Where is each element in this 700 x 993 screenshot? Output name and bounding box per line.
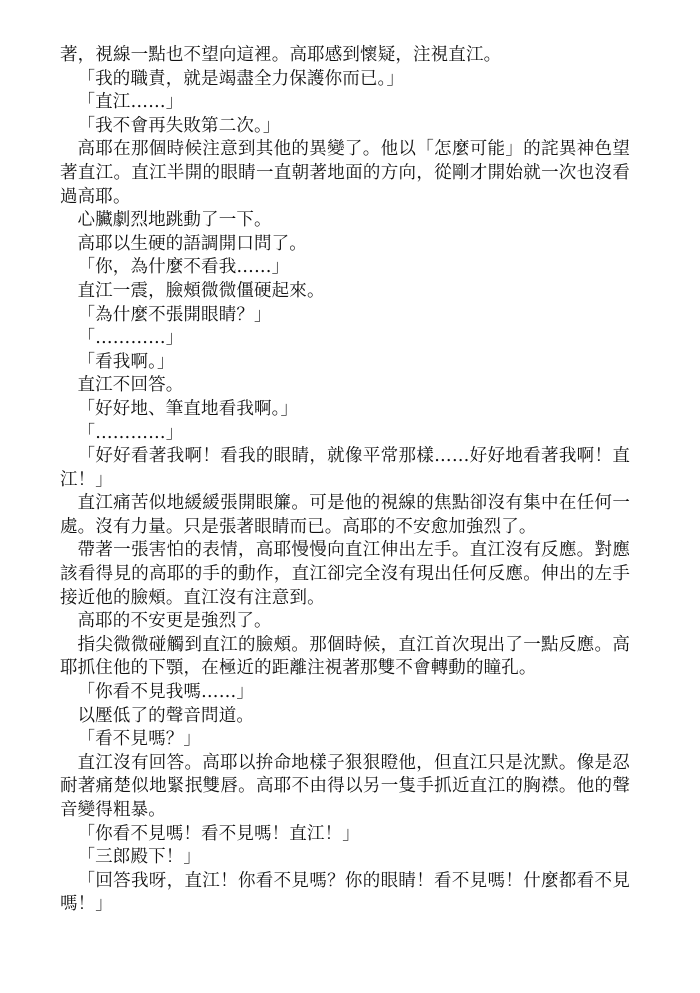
novel-text-body <box>60 44 630 917</box>
paragraph: 「…………」 <box>77 328 184 349</box>
paragraph: 指尖微微碰觸到直江的臉頰。那個時候，直江首次現出了一點反應。高耶抓住他的下顎，在極近的距離注視著那雙不會轉動的瞳孔。 <box>60 634 630 679</box>
paragraph: 「三郎殿下！」 <box>77 847 202 868</box>
paragraph: 「我的職責，就是竭盡全力保護你而已。」 <box>77 68 405 89</box>
paragraph: 以壓低了的聲音問道。 <box>77 705 254 726</box>
paragraph: 「好好看著我啊！看我的眼睛，就像平常那樣……好好地看著我啊！直江！」 <box>60 446 630 490</box>
paragraph: 帶著一張害怕的表情，高耶慢慢向直江伸出左手。直江沒有反應。對應該看得見的高耶的手的動作，直江卻完全沒有現出任何反應。伸出的左手接近他的臉頰。直江沒有注意到。 <box>60 540 630 608</box>
paragraph: 著，視線一點也不望向這裡。高耶感到懷疑，注視直江。 <box>60 45 502 65</box>
paragraph: 高耶以生硬的語調開口問了。 <box>77 233 307 254</box>
paragraph: 高耶的不安更是強烈了。 <box>77 611 272 632</box>
paragraph: 「你看不見我嗎……」 <box>77 682 254 703</box>
paragraph: 「直江……」 <box>77 92 184 113</box>
paragraph: 心臟劇烈地跳動了一下。 <box>77 210 272 231</box>
paragraph: 「看不見嗎？」 <box>77 729 202 750</box>
paragraph: 直江一震，臉頰微微僵硬起來。 <box>77 280 325 301</box>
paragraph: 直江不回答。 <box>77 375 184 396</box>
paragraph: 「…………」 <box>77 422 184 443</box>
paragraph: 「好好地、筆直地看我啊。」 <box>77 398 299 419</box>
paragraph: 直江沒有回答。高耶以拚命地樣子狠狠瞪他，但直江只是沈默。像是忍耐著痛楚似地緊抿雙唇。高耶不由得以另一隻手抓近直江的胸襟。他的聲音變得粗暴。 <box>60 752 630 820</box>
paragraph: 「你，為什麼不看我……」 <box>77 257 290 278</box>
paragraph: 直江痛苦似地緩緩張開眼簾。可是他的視線的焦點卻沒有集中在任何一處。沒有力量。只是張著眼睛而已。高耶的不安愈加強烈了。 <box>60 493 630 537</box>
paragraph: 「你看不見嗎！看不見嗎！直江！」 <box>77 823 360 844</box>
paragraph: 「我不會再失敗第二次。」 <box>77 115 281 136</box>
paragraph: 「為什麼不張開眼睛？」 <box>77 304 272 325</box>
paragraph: 高耶在那個時候注意到其他的異變了。他以「怎麼可能」的詫異神色望著直江。直江半開的眼睛一直朝著地面的方向，從剛才開始就一次也沒看過高耶。 <box>60 139 630 207</box>
paragraph: 「回答我呀，直江！你看不見嗎？你的眼睛！看不見嗎！什麼都看不見嗎！」 <box>60 870 630 915</box>
paragraph: 「看我啊。」 <box>77 351 175 372</box>
